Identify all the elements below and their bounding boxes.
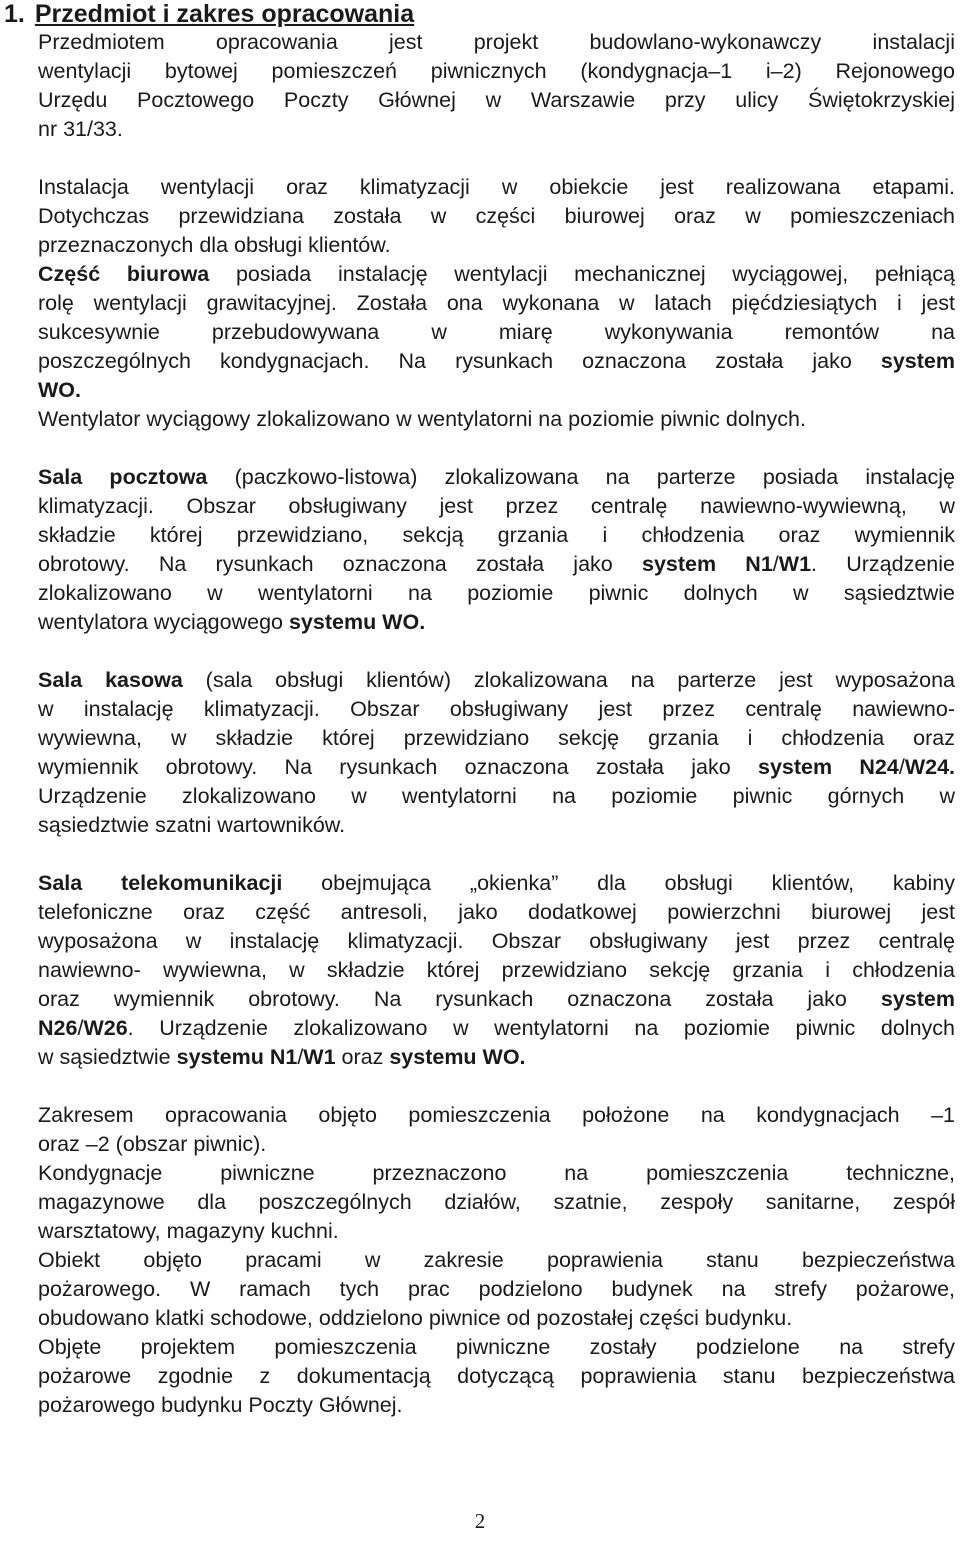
text-run: pożarowe zgodnie z dokumentacją dotyczącą poprawienia stanu bezpieczeństwa — [38, 1364, 955, 1388]
bold-text-run: W26 — [83, 1016, 128, 1040]
bold-text-run: W24. — [904, 755, 955, 779]
bold-text-run: W1 — [778, 552, 812, 576]
text-line — [38, 1246, 955, 1275]
text-line — [38, 811, 955, 840]
text-run: nr 31/33. — [38, 117, 123, 141]
text-run: oraz wymiennik obrotowy. Na rysunkach oznaczona została jako — [38, 987, 881, 1011]
bold-text-run: Sala kasowa — [38, 668, 183, 692]
text-run: sukcesywnie przebudowywana w miarę wykonywania remontów na — [38, 320, 955, 344]
text-run: Wentylator wyciągowy zlokalizowano w wentylatorni na poziomie piwnic dolnych. — [38, 407, 806, 431]
text-line — [38, 1333, 955, 1362]
text-line — [38, 202, 955, 231]
text-line — [38, 405, 955, 434]
paragraph-gap — [38, 637, 955, 666]
bold-text-run: systemu N1 — [176, 1045, 298, 1069]
bold-text-run: system — [880, 349, 955, 373]
text-line — [38, 782, 955, 811]
text-line — [38, 1362, 955, 1391]
paragraph-gap — [38, 840, 955, 869]
page-number: 2 — [474, 1509, 486, 1533]
text-line — [38, 1159, 955, 1188]
paragraph-gap — [38, 434, 955, 463]
text-run: Dotychczas przewidziana została w części biurowej oraz w pomieszczeniach — [38, 204, 955, 228]
text-run: (sala obsługi klientów) zlokalizowana na parterze jest wyposażona — [182, 668, 955, 692]
text-line — [38, 173, 955, 202]
text-run: (paczkowo-listowa) zlokalizowana na parterze posiada instalację — [207, 465, 955, 489]
text-line — [38, 695, 955, 724]
text-run: Obiekt objęto pracami w zakresie poprawienia stanu bezpieczeństwa — [38, 1248, 955, 1272]
text-run: wymiennik obrotowy. Na rysunkach oznaczona została jako — [38, 755, 758, 779]
text-line — [38, 463, 955, 492]
paragraph-gap — [38, 1072, 955, 1101]
section-title: Przedmiot i zakres opracowania — [34, 0, 415, 28]
text-line — [38, 1043, 955, 1072]
text-line — [38, 1101, 955, 1130]
text-line — [38, 115, 955, 144]
section-heading — [4, 0, 414, 30]
bold-text-run: system — [880, 987, 955, 1011]
text-line — [38, 521, 955, 550]
text-run: warsztatowy, magazyny kuchni. — [38, 1219, 339, 1243]
bold-text-run: N26 — [38, 1016, 78, 1040]
bold-text-run: systemu WO. — [288, 610, 426, 634]
text-run: oraz –2 (obszar piwnic). — [38, 1132, 267, 1156]
text-run: / — [772, 552, 779, 576]
text-run: obudowano klatki schodowe, oddzielono piwnice od pozostałej części budynku. — [38, 1306, 793, 1330]
text-run: obejmująca „okienka” dla obsługi klientów, kabiny — [282, 871, 956, 895]
text-line — [38, 956, 955, 985]
bold-text-run: WO. — [38, 378, 81, 402]
text-run: oraz — [335, 1045, 390, 1069]
text-line — [38, 927, 955, 956]
text-line — [38, 666, 955, 695]
text-line — [38, 985, 955, 1014]
text-line — [38, 347, 955, 376]
text-line — [38, 86, 955, 115]
text-run: wyposażona w instalację klimatyzacji. Obszar obsługiwany jest przez centralę — [38, 929, 955, 953]
text-run: wentylacji bytowej pomieszczeń piwnicznych (kondygnacja–1 i–2) Rejonowego — [38, 59, 955, 83]
text-run: Kondygnacje piwniczne przeznaczono na pomieszczenia techniczne, — [38, 1161, 955, 1185]
text-run: nawiewno- wywiewna, w składzie której przewidziano sekcję grzania i chłodzenia — [38, 958, 955, 982]
text-line — [38, 57, 955, 86]
text-run: telefoniczne oraz część antresoli, jako dodatkowej powierzchni biurowej jest — [38, 900, 955, 924]
text-line — [38, 1275, 955, 1304]
section-number: 1. — [4, 0, 25, 28]
bold-text-run: system N1 — [641, 552, 773, 576]
text-line — [38, 376, 955, 405]
bold-text-run: Sala telekomunikacji — [38, 871, 283, 895]
text-run: klimatyzacji. Obszar obsługiwany jest przez centralę nawiewno-wywiewną, w — [38, 494, 955, 518]
text-run: w sąsiedztwie — [38, 1045, 177, 1069]
paragraph-gap — [38, 144, 955, 173]
text-run: Instalacja wentylacji oraz klimatyzacji w obiekcie jest realizowana etapami. — [38, 175, 955, 199]
text-line — [38, 1188, 955, 1217]
text-line — [38, 231, 955, 260]
text-line — [38, 579, 955, 608]
bold-text-run: Część biurowa — [38, 262, 210, 286]
text-run: . Urządzenie zlokalizowano w wentylatorni na poziomie piwnic dolnych — [127, 1016, 955, 1040]
text-run: pożarowego. W ramach tych prac podzielono budynek na strefy pożarowe, — [38, 1277, 955, 1301]
text-line — [38, 898, 955, 927]
text-run: Zakresem opracowania objęto pomieszczenia położone na kondygnacjach –1 — [38, 1103, 955, 1127]
body-text — [38, 28, 955, 1420]
text-run: / — [898, 755, 905, 779]
text-run: / — [77, 1016, 84, 1040]
text-run: sąsiedztwie szatni wartowników. — [38, 813, 346, 837]
text-run: magazynowe dla poszczególnych działów, szatnie, zespoły sanitarne, zespół — [38, 1190, 955, 1214]
text-line — [38, 608, 955, 637]
bold-text-run: Sala pocztowa — [38, 465, 208, 489]
text-run: składzie której przewidziano, sekcją grzania i chłodzenia oraz wymiennik — [38, 523, 955, 547]
text-run: Objęte projektem pomieszczenia piwniczne zostały podzielone na strefy — [38, 1335, 955, 1359]
text-run: obrotowy. Na rysunkach oznaczona została jako — [38, 552, 642, 576]
text-run: rolę wentylacji grawitacyjnej. Została ona wykonana w latach pięćdziesiątych i jest — [38, 291, 955, 315]
text-run: posiada instalację wentylacji mechanicznej wyciągowej, pełniącą — [209, 262, 955, 286]
text-run: Przedmiotem opracowania jest projekt budowlano-wykonawczy instalacji — [38, 30, 955, 54]
text-line — [38, 1014, 955, 1043]
text-line — [38, 1391, 955, 1420]
text-line — [38, 28, 955, 57]
text-line — [38, 550, 955, 579]
text-line — [38, 724, 955, 753]
text-run: wywiewna, w składzie której przewidziano sekcję grzania i chłodzenia oraz — [38, 726, 955, 750]
text-line — [38, 869, 955, 898]
text-run: / — [297, 1045, 304, 1069]
text-run: Urządzenie zlokalizowano w wentylatorni na poziomie piwnic górnych w — [38, 784, 955, 808]
text-line — [38, 260, 955, 289]
text-run: zlokalizowano w wentylatorni na poziomie piwnic dolnych w sąsiedztwie — [38, 581, 955, 605]
bold-text-run: system N24 — [757, 755, 899, 779]
text-line — [38, 753, 955, 782]
text-run: poszczególnych kondygnacjach. Na rysunkach oznaczona została jako — [38, 349, 881, 373]
text-line — [38, 1130, 955, 1159]
text-line — [38, 318, 955, 347]
text-run: przeznaczonych dla obsługi klientów. — [38, 233, 391, 257]
text-run: . Urządzenie — [811, 552, 955, 576]
text-line — [38, 1304, 955, 1333]
text-line — [38, 289, 955, 318]
bold-text-run: systemu WO. — [389, 1045, 526, 1069]
text-run: pożarowego budynku Poczty Głównej. — [38, 1393, 403, 1417]
text-run: wentylatora wyciągowego — [38, 610, 289, 634]
text-line — [38, 1217, 955, 1246]
text-run: w instalację klimatyzacji. Obszar obsługiwany jest przez centralę nawiewno- — [38, 697, 955, 721]
bold-text-run: W1 — [303, 1045, 336, 1069]
text-line — [38, 492, 955, 521]
text-run: Urzędu Pocztowego Poczty Głównej w Warszawie przy ulicy Świętokrzyskiej — [38, 88, 955, 112]
